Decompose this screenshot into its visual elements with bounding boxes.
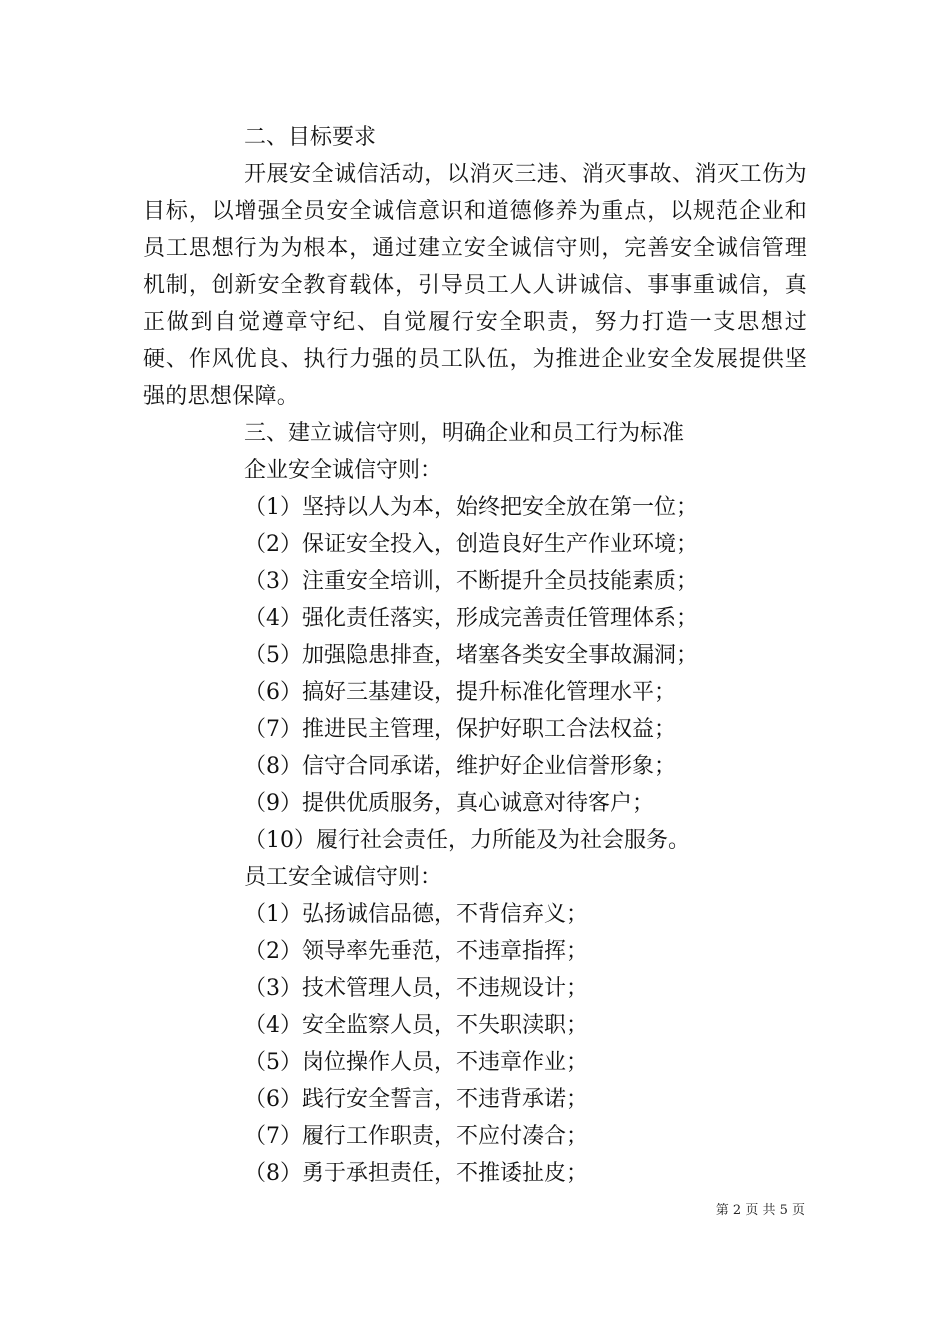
list-item: （4）安全监察人员，不失职渎职； <box>244 1013 588 1038</box>
employee-rules-list <box>143 896 807 1192</box>
list-item: （6）搞好三基建设，提升标准化管理水平； <box>244 680 676 705</box>
list-item: （7）履行工作职责，不应付凑合； <box>244 1124 588 1149</box>
list-item: （3）技术管理人员，不违规设计； <box>244 976 588 1001</box>
list-item: （5）岗位操作人员，不违章作业； <box>244 1050 588 1075</box>
enterprise-rules-title: 企业安全诚信守则： <box>244 458 443 483</box>
list-item: （9）提供优质服务，真心诚意对待客户； <box>244 791 654 816</box>
list-item: （8）信守合同承诺，维护好企业信誉形象； <box>244 754 676 779</box>
list-item: （10）履行社会责任，力所能及为社会服务。 <box>244 828 690 853</box>
list-item: （5）加强隐患排查，堵塞各类安全事故漏洞； <box>244 643 698 668</box>
enterprise-rules-list <box>143 489 807 859</box>
document-body <box>143 119 807 1192</box>
list-item: （2）领导率先垂范，不违章指挥； <box>244 939 588 964</box>
list-item: （1）弘扬诚信品德，不背信弃义； <box>244 902 588 927</box>
section-heading-goals: 二、目标要求 <box>244 125 377 150</box>
list-item: （2）保证安全投入，创造良好生产作业环境； <box>244 532 698 557</box>
page-number-footer: 第 2 页 共 5 页 <box>715 1203 805 1218</box>
list-item: （7）推进民主管理，保护好职工合法权益； <box>244 717 676 742</box>
list-item: （3）注重安全培训，不断提升全员技能素质； <box>244 569 698 594</box>
goals-paragraph: 开展安全诚信活动，以消灭三违、消灭事故、消灭工伤为目标，以增强全员安全诚信意识和道德修养为重点，以规范企业和员工思想行为为根本，通过建立安全诚信守则，完善安全诚信管理机制，创新安全教育载体，引导员工人人讲诚信、事事重诚信，真正做到自觉遵章守纪、自觉履行安全职责，努力打造一支思想过硬、作风优良、执行力强的员工队伍，为推进企业安全发展提供坚强的思想保障。 <box>143 162 807 409</box>
list-item: （1）坚持以人为本，始终把安全放在第一位； <box>244 495 698 520</box>
list-item: （8）勇于承担责任，不推诿扯皮； <box>244 1161 588 1186</box>
list-item: （4）强化责任落实，形成完善责任管理体系； <box>244 606 698 631</box>
employee-rules-title: 员工安全诚信守则： <box>244 865 443 890</box>
section-heading-rules: 三、建立诚信守则，明确企业和员工行为标准 <box>244 421 685 446</box>
list-item: （6）践行安全誓言，不违背承诺； <box>244 1087 588 1112</box>
